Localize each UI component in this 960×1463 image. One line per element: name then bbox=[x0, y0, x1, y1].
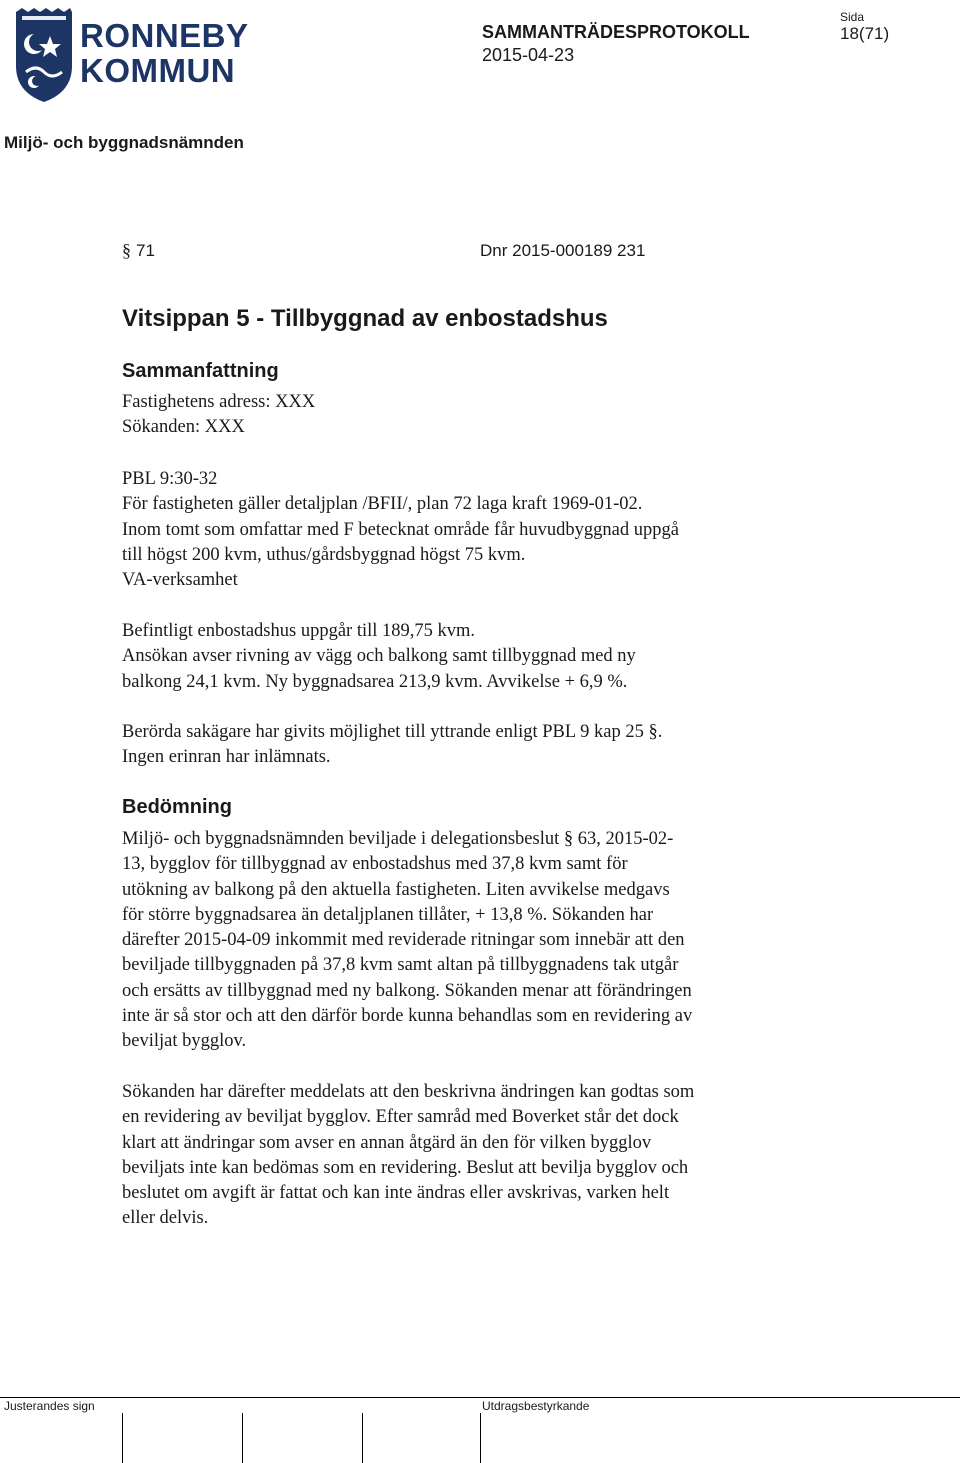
text-line: eller delvis. bbox=[122, 1208, 209, 1229]
diary-number: Dnr 2015-000189 231 bbox=[480, 241, 646, 260]
text-line: beslutet om avgift är fattat och kan inte ändras eller avskrivas, varken helt bbox=[122, 1183, 670, 1204]
text-line: balkong 24,1 kvm. Ny byggnadsarea 213,9 kvm. Avvikelse + 6,9 %. bbox=[122, 671, 628, 692]
logo-line-1: RONNEBY bbox=[80, 17, 249, 54]
text-line: PBL 9:30-32 bbox=[122, 469, 218, 489]
footer-divider bbox=[0, 1397, 960, 1398]
text-line: Inom tomt som omfattar med F betecknat område får huvudbyggnad uppgå bbox=[122, 519, 679, 540]
text-line: VA-verksamhet bbox=[122, 570, 238, 591]
signature-box-divider bbox=[480, 1413, 481, 1463]
summary-block-a bbox=[122, 390, 822, 441]
summary-block-d bbox=[122, 720, 822, 771]
summary-block-b bbox=[122, 467, 822, 593]
text-line: därefter 2015-04-09 inkommit med reviderade ritningar som innebär att den bbox=[122, 930, 685, 951]
text-line: beviljat bygglov. bbox=[122, 1031, 247, 1052]
text-line: en revidering av beviljat bygglov. Efter samråd med Boverket står det dock bbox=[122, 1107, 679, 1128]
page-label: Sida bbox=[840, 10, 865, 24]
text-line: klart att ändringar som avser en annan åtgärd än den för vilken bygglov bbox=[122, 1132, 652, 1153]
assessment-heading: Bedömning bbox=[122, 796, 232, 818]
signature-box-divider bbox=[242, 1413, 243, 1463]
text-line: Sökanden: XXX bbox=[122, 417, 245, 438]
logo-wordmark bbox=[80, 18, 270, 88]
text-line: beviljade tillbyggnaden på 37,8 kvm samt altan på tillbyggnadens tak utgår bbox=[122, 955, 679, 976]
text-line: utökning av balkong på den aktuella fastigheten. Liten avvikelse medgavs bbox=[122, 879, 670, 900]
meeting-date: 2015-04-23 bbox=[482, 45, 575, 65]
signature-label: Justerandes sign bbox=[4, 1399, 95, 1413]
text-line: Fastighetens adress: XXX bbox=[122, 392, 316, 412]
signature-box-divider bbox=[122, 1413, 123, 1463]
page-title: Vitsippan 5 - Tillbyggnad av enbostadshus bbox=[122, 305, 608, 332]
committee-name: Miljö- och byggnadsnämnden bbox=[4, 133, 244, 152]
assessment-block-b bbox=[122, 1080, 822, 1232]
text-line: För fastigheten gäller detaljplan /BFII/, plan 72 laga kraft 1969-01-02. bbox=[122, 494, 643, 515]
summary-heading: Sammanfattning bbox=[122, 360, 279, 382]
text-line: Ansökan avser rivning av vägg och balkong samt tillbyggnad med ny bbox=[122, 646, 636, 667]
coat-of-arms-icon bbox=[12, 6, 76, 102]
text-line: 13, bygglov för tillbyggnad av enbostadshus med 37,8 kvm samt för bbox=[122, 854, 628, 875]
signature-box-divider bbox=[362, 1413, 363, 1463]
logo-line-2: KOMMUN bbox=[80, 52, 236, 89]
extract-certification-label: Utdragsbestyrkande bbox=[482, 1399, 590, 1413]
text-line: Berörda sakägare har givits möjlighet till yttrande enligt PBL 9 kap 25 §. bbox=[122, 722, 663, 742]
text-line: och ersätts av tillbyggnad med ny balkong. Sökanden menar att förändringen bbox=[122, 980, 692, 1001]
text-line: Befintligt enbostadshus uppgår till 189,75 kvm. bbox=[122, 621, 476, 641]
text-line: Ingen erinran har inlämnats. bbox=[122, 747, 331, 768]
summary-block-c bbox=[122, 619, 822, 695]
text-line: beviljats inte kan bedömas som en revidering. Beslut att bevilja bygglov och bbox=[122, 1157, 689, 1178]
paragraph-sign: § bbox=[122, 240, 131, 260]
text-line: inte är så stor och att den därför borde kunna behandlas som en revidering av bbox=[122, 1006, 693, 1027]
text-line: för större byggnadsarea än detaljplanen tillåter, + 13,8 %. Sökanden har bbox=[122, 904, 654, 925]
text-line: Miljö- och byggnadsnämnden beviljade i delegationsbeslut § 63, 2015-02- bbox=[122, 829, 674, 849]
text-line: till högst 200 kvm, uthus/gårdsbyggnad högst 75 kvm. bbox=[122, 544, 526, 565]
page-number: 18(71) bbox=[840, 24, 890, 43]
text-line: Sökanden har därefter meddelats att den beskrivna ändringen kan godtas som bbox=[122, 1082, 695, 1102]
paragraph-number: 71 bbox=[136, 241, 155, 260]
assessment-block-a bbox=[122, 827, 822, 1055]
document-type: SAMMANTRÄDESPROTOKOLL bbox=[482, 22, 750, 42]
